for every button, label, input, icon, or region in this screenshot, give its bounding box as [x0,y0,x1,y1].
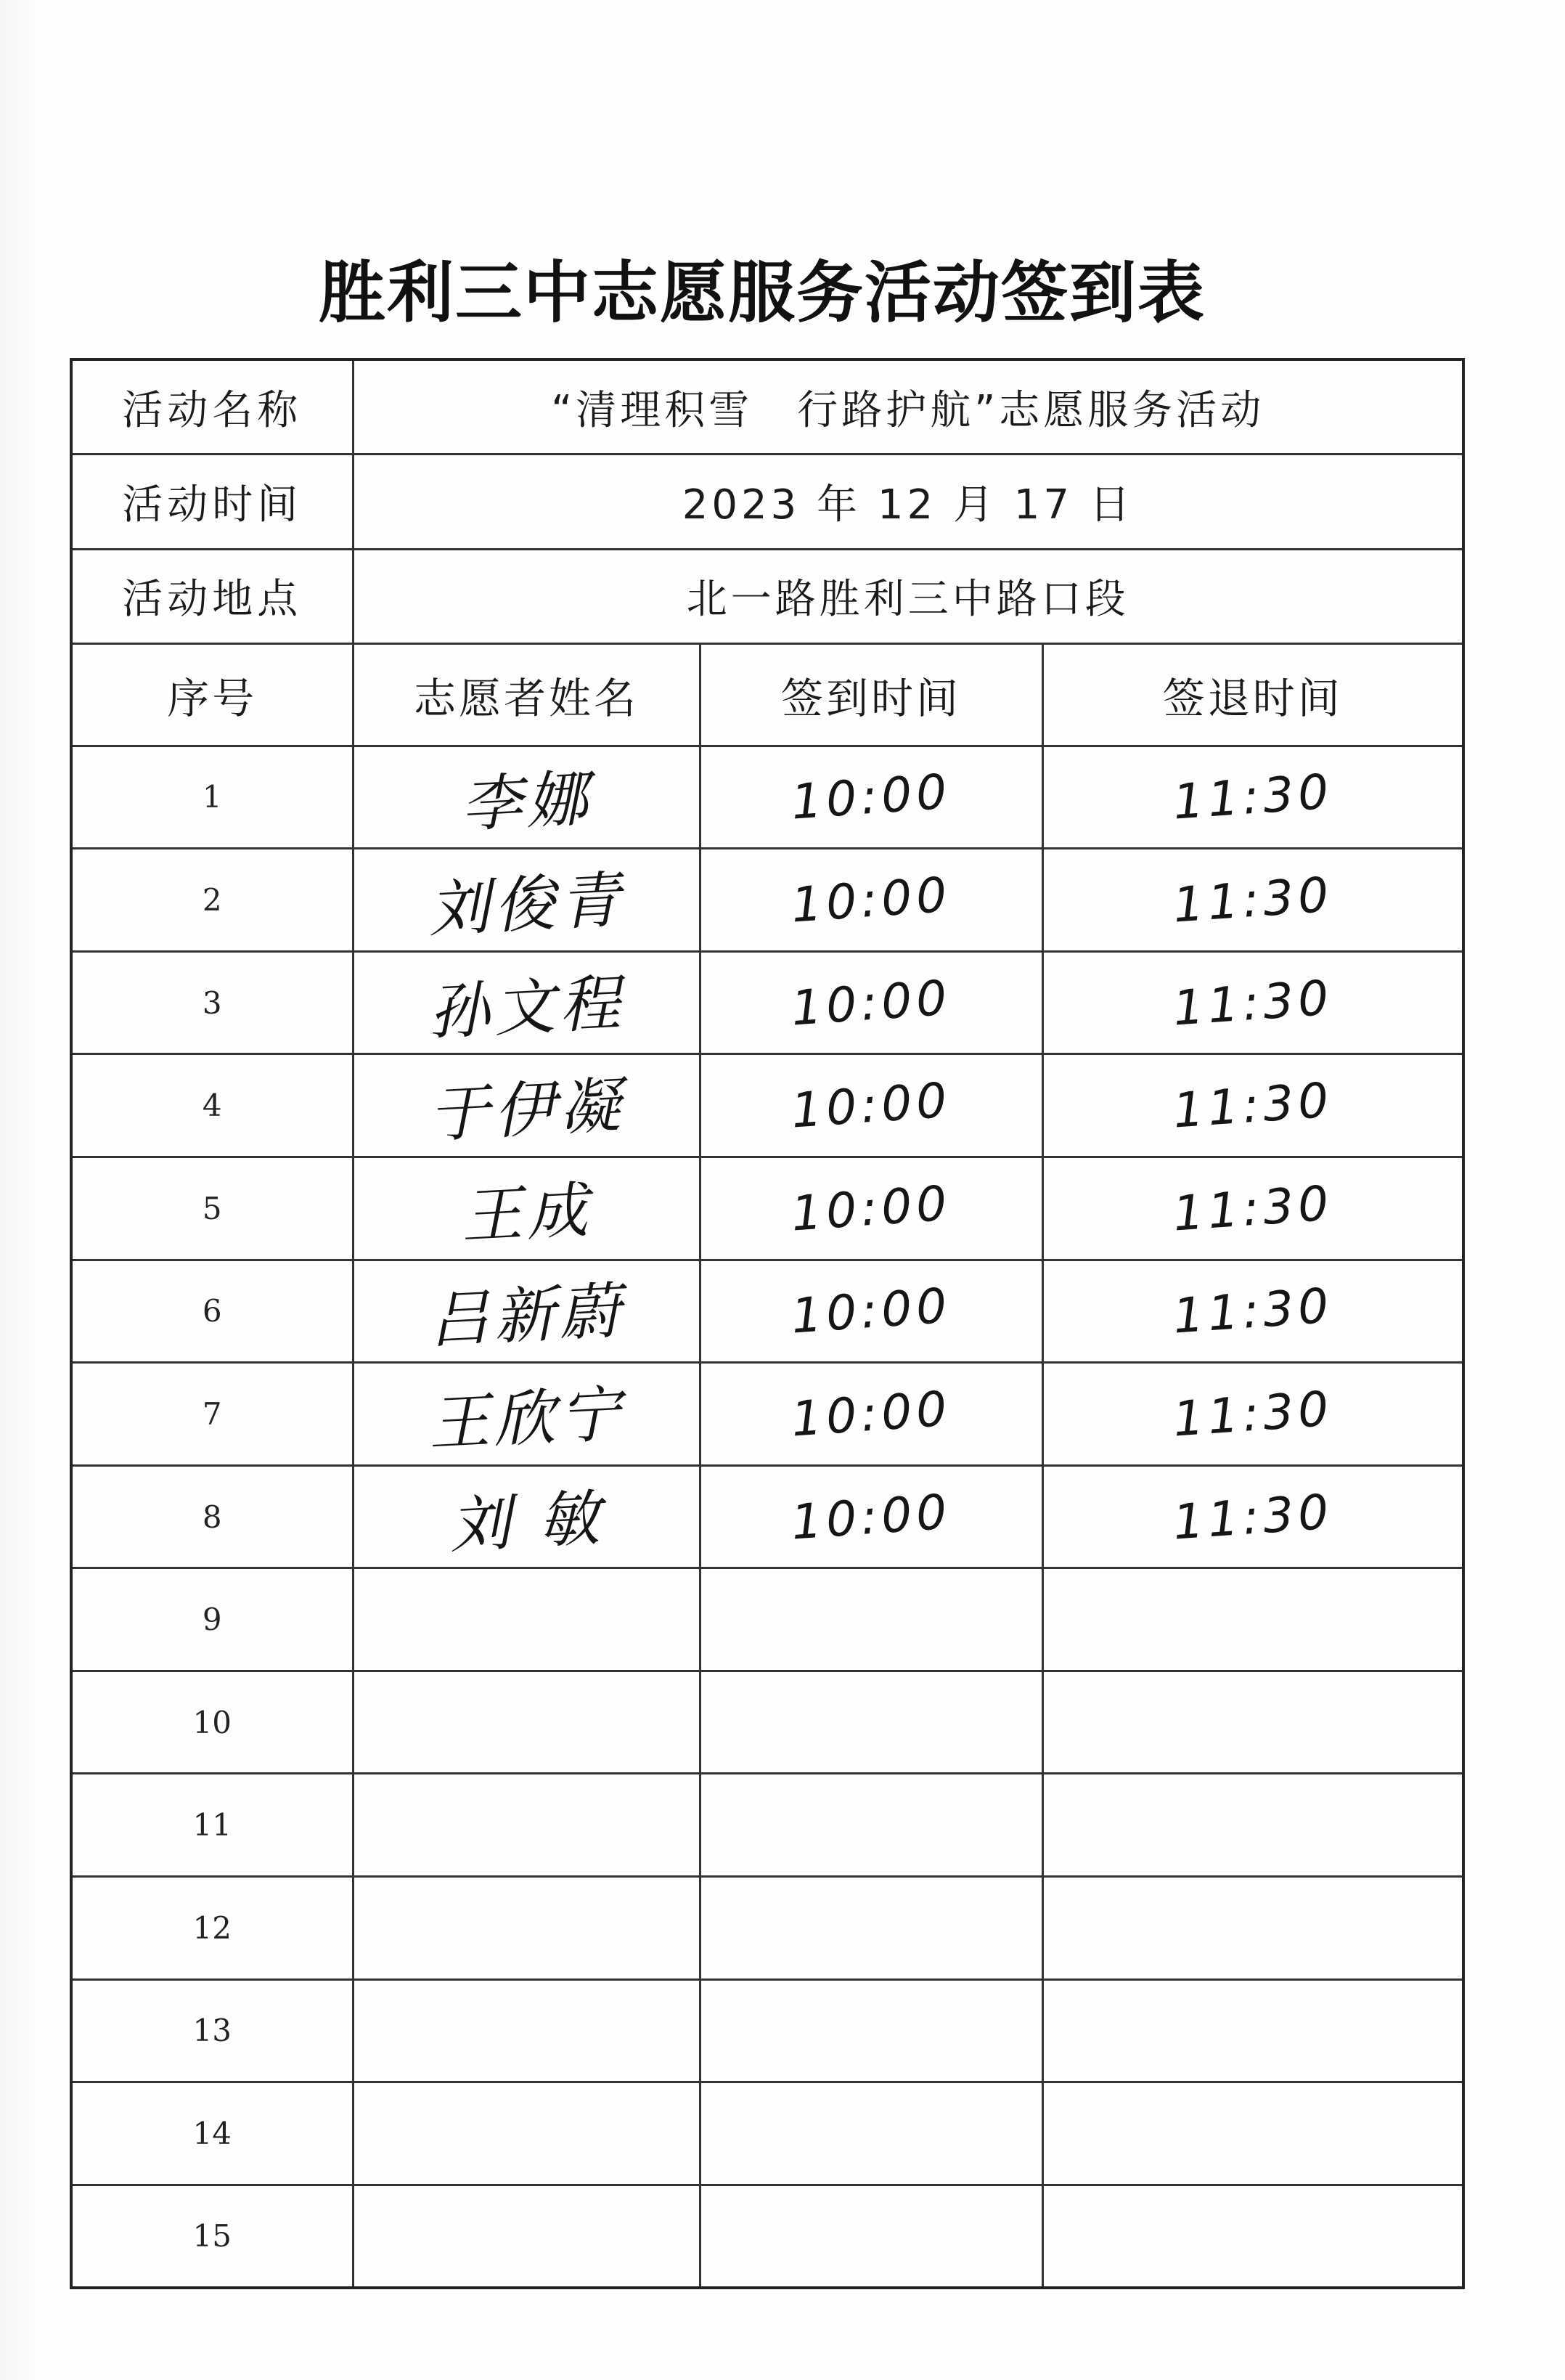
table-cell [1042,2082,1463,2185]
activity-name-value: “清理积雪 行路护航”志愿服务活动 [353,359,1463,455]
table-cell [71,1568,353,1671]
table-row [71,746,1463,849]
row-seq: 14 [192,2115,232,2151]
checkin-time: 10:00 [789,1175,953,1242]
checkin-time: 10:00 [789,866,953,934]
table-cell [700,849,1042,952]
table-cell [700,2185,1042,2288]
table-cell [71,1774,353,1877]
table-row [71,2082,1463,2185]
activity-place-label: 活动地点 [71,549,353,644]
checkin-time: 10:00 [789,1483,953,1551]
table-cell [353,1774,700,1877]
table-cell [700,951,1042,1054]
table-cell [1042,1363,1463,1466]
table-cell [71,849,353,952]
checkout-time: 11:30 [1171,1072,1335,1139]
row-seq: 8 [202,1499,222,1535]
table-cell [71,1363,353,1466]
row-seq: 1 [202,779,222,815]
table-cell [353,1054,700,1157]
checkin-time: 10:00 [789,1380,953,1448]
volunteer-name: 王欣宁 [426,1377,626,1459]
volunteer-name: 刘俊青 [426,864,626,946]
row-seq: 9 [202,1602,222,1638]
table-cell [353,849,700,952]
table-cell [1042,1260,1463,1363]
column-header-row [71,644,1463,746]
table-row [71,849,1463,952]
table-cell [700,1671,1042,1774]
activity-name-label: 活动名称 [71,359,353,455]
activity-time-value: 2023 年 12 月 17 日 [353,455,1463,550]
table-row [71,1774,1463,1877]
table-cell [71,746,353,849]
table-cell [353,746,700,849]
checkout-time: 11:30 [1171,1483,1335,1551]
volunteer-name: 王成 [459,1174,594,1252]
row-seq: 10 [192,1704,232,1740]
column-header-name: 志愿者姓名 [353,644,700,746]
column-header-checkin: 签到时间 [700,644,1042,746]
table-row [71,1363,1463,1466]
column-header-seq: 序号 [71,644,353,746]
volunteer-name: 吕新蔚 [426,1275,626,1357]
table-row [71,1260,1463,1363]
table-cell [353,1363,700,1466]
table-cell [1042,1671,1463,1774]
table-cell [353,2082,700,2185]
table-cell [71,1671,353,1774]
table-cell [700,746,1042,849]
row-seq: 4 [202,1088,222,1124]
table-cell [71,2082,353,2185]
table-cell [71,1465,353,1568]
table-cell [71,1260,353,1363]
table-row [71,1671,1463,1774]
table-cell [700,1877,1042,1980]
checkout-time: 11:30 [1171,1175,1335,1242]
table-cell [353,1260,700,1363]
row-seq: 3 [202,985,222,1021]
table-cell [353,1979,700,2082]
table-cell [700,1260,1042,1363]
row-seq: 7 [202,1395,222,1432]
sign-in-table [70,358,1465,2289]
table-cell [353,951,700,1054]
table-cell [1042,1979,1463,2082]
checkin-time: 10:00 [789,1277,953,1345]
checkin-time: 10:00 [789,969,953,1037]
table-cell [71,1157,353,1260]
table-cell [353,1465,700,1568]
row-seq: 13 [192,2013,232,2049]
checkout-time: 11:30 [1171,866,1335,934]
volunteer-name: 于伊凝 [426,1069,626,1152]
table-cell [700,1363,1042,1466]
activity-place-value: 北一路胜利三中路口段 [353,549,1463,644]
table-row [71,1157,1463,1260]
row-seq: 6 [202,1293,222,1329]
table-cell [353,1568,700,1671]
table-cell [1042,951,1463,1054]
table-cell [1042,1774,1463,1877]
table-cell [353,2185,700,2288]
table-cell [700,1465,1042,1568]
checkin-time: 10:00 [789,1072,953,1139]
checkin-time: 10:00 [789,763,953,831]
table-cell [700,1157,1042,1260]
table-cell [1042,849,1463,952]
checkout-time: 11:30 [1171,969,1335,1037]
checkout-time: 11:30 [1171,763,1335,831]
table-cell [700,1054,1042,1157]
table-cell [71,1979,353,2082]
table-row [71,1054,1463,1157]
row-seq: 15 [192,2218,232,2254]
checkout-time: 11:30 [1171,1380,1335,1448]
table-cell [71,1877,353,1980]
table-cell [71,951,353,1054]
table-row [71,2185,1463,2288]
table-cell [1042,1157,1463,1260]
table-row [71,1979,1463,2082]
volunteer-name: 孙文程 [426,966,626,1048]
table-cell [1042,2185,1463,2288]
table-cell [700,1568,1042,1671]
checkout-time: 11:30 [1171,1277,1335,1345]
volunteer-name: 刘 敏 [447,1481,606,1561]
table-cell [700,1979,1042,2082]
table-cell [353,1157,700,1260]
activity-time-row [71,455,1463,550]
table-cell [1042,746,1463,849]
table-row [71,951,1463,1054]
table-cell [353,1671,700,1774]
table-cell [353,1877,700,1980]
row-seq: 5 [202,1190,222,1226]
table-cell [71,1054,353,1157]
table-row [71,1568,1463,1671]
row-seq: 11 [192,1807,232,1843]
activity-name-row [71,359,1463,455]
table-cell [1042,1465,1463,1568]
column-header-checkout: 签退时间 [1042,644,1463,746]
table-cell [1042,1568,1463,1671]
table-cell [700,2082,1042,2185]
table-cell [1042,1054,1463,1157]
row-seq: 12 [192,1910,232,1946]
scan-shadow [0,0,44,2380]
page-title: 胜利三中志愿服务活动签到表 [318,254,1206,332]
table-row [71,1877,1463,1980]
volunteer-name: 李娜 [459,762,594,841]
table-cell [700,1774,1042,1877]
table-cell [71,2185,353,2288]
activity-time-label: 活动时间 [71,455,353,550]
table-cell [1042,1877,1463,1980]
activity-place-row [71,549,1463,644]
row-seq: 2 [202,882,222,918]
table-row [71,1465,1463,1568]
